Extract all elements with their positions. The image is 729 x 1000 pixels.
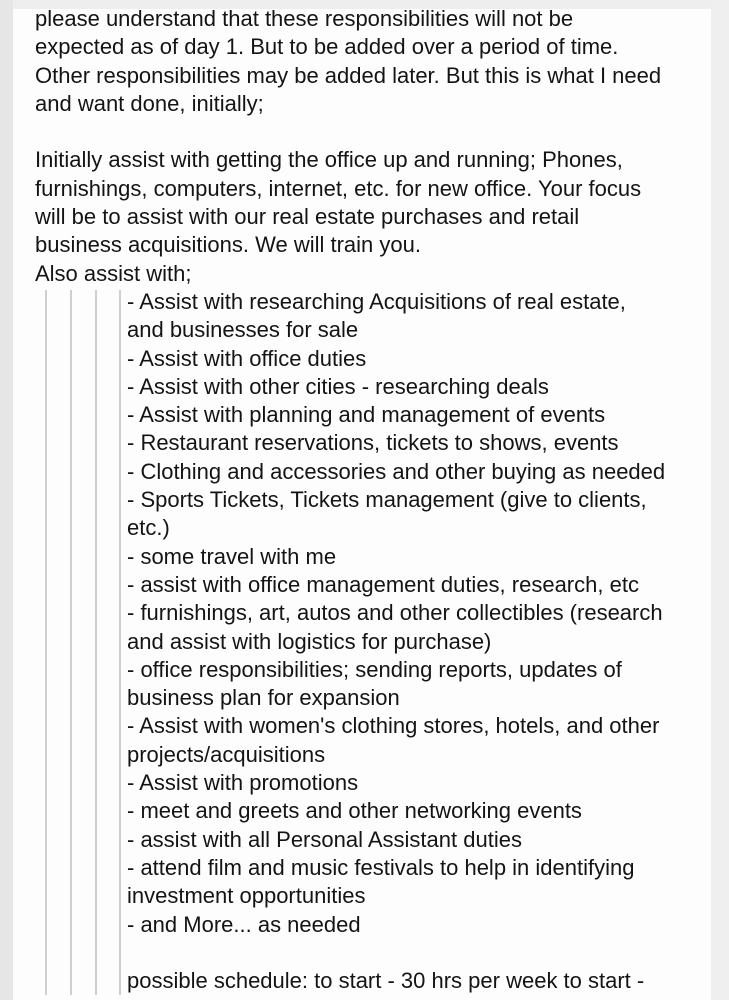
text-line: investment opportunities <box>127 883 366 909</box>
text-line: expected as of day 1. But to be added over a period of time. <box>35 34 619 60</box>
text-line: - assist with office management duties, research, etc <box>127 571 639 597</box>
text-line: - furnishings, art, autos and other collectibles (research <box>127 600 663 626</box>
text-line: - meet and greets and other networking events <box>127 798 582 824</box>
list-footer-spacer <box>127 939 711 967</box>
quoted-duties-block <box>35 288 711 995</box>
text-line: - and More... as needed <box>127 911 361 937</box>
text-line: - office responsibilities; sending reports, updates of <box>127 656 622 682</box>
quote-level-bar <box>45 290 47 995</box>
schedule-line: possible schedule: to start - 30 hrs per week to start - <box>127 968 645 994</box>
text-line: - attend film and music festivals to help in identifying <box>127 854 635 880</box>
text-line: - Restaurant reservations, tickets to shows, events <box>127 430 619 456</box>
text-line: - Assist with promotions <box>127 770 359 796</box>
left-edge-border <box>0 0 13 1000</box>
text-line: etc.) <box>127 515 170 541</box>
office-setup-paragraph <box>35 146 711 287</box>
document-content <box>35 5 711 995</box>
text-line: and businesses for sale <box>127 317 359 343</box>
paragraph-spacer <box>35 118 711 146</box>
text-line: - Assist with office duties <box>127 345 367 371</box>
text-line: - Clothing and accessories and other buying as needed <box>127 458 666 484</box>
text-line: business acquisitions. We will train you. <box>35 232 421 258</box>
text-line: furnishings, computers, internet, etc. for new office. Your focus <box>35 175 642 201</box>
text-line: - assist with all Personal Assistant duties <box>127 826 522 852</box>
text-line: please understand that these responsibilities will not be <box>35 6 574 31</box>
text-line: - Assist with researching Acquisitions of real estate, <box>127 288 626 314</box>
text-line: Also assist with; <box>35 260 192 286</box>
text-line: Other responsibilities may be added later. But this is what I need <box>35 62 662 88</box>
text-line: - Assist with women's clothing stores, hotels, and other <box>127 713 660 739</box>
text-line: - Assist with planning and management of events <box>127 402 606 428</box>
quote-level-bar <box>95 290 97 995</box>
right-edge-border <box>711 0 729 1000</box>
text-line: - Assist with other cities - researching deals <box>127 373 549 399</box>
text-line: business plan for expansion <box>127 685 400 711</box>
quote-level-bar <box>119 290 121 995</box>
text-line: - Sports Tickets, Tickets management (give to clients, <box>127 487 647 513</box>
intro-paragraph <box>35 5 711 118</box>
quote-level-bar <box>70 290 72 995</box>
text-line: Initially assist with getting the office up and running; Phones, <box>35 147 623 173</box>
text-line: and assist with logistics for purchase) <box>127 628 492 654</box>
duties-list <box>127 288 711 939</box>
text-line: projects/acquisitions <box>127 741 326 767</box>
text-line: - some travel with me <box>127 543 337 569</box>
text-line: will be to assist with our real estate purchases and retail <box>35 204 580 230</box>
text-line: and want done, initially; <box>35 90 264 116</box>
